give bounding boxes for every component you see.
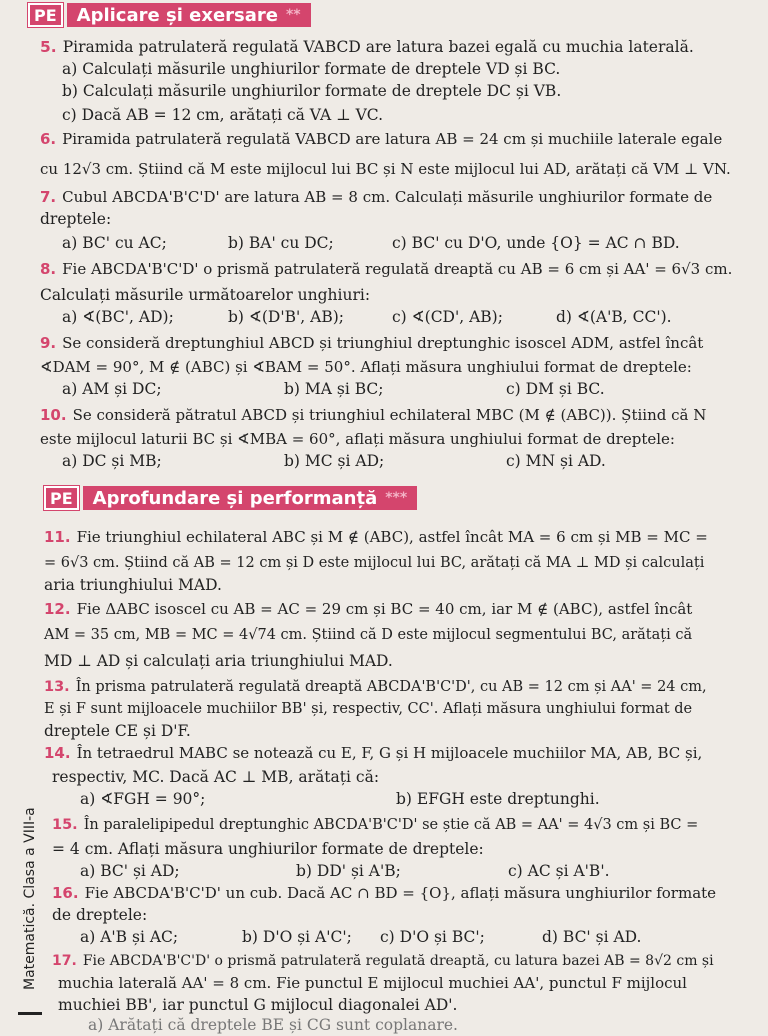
problem-text: În prisma patrulateră regulată dreaptă ABCDA'B'C'D', cu AB = 12 cm și AA' = 24 cm, xyxy=(75,679,707,695)
problem-10-cont: este mijlocul laturii BC și ∢MBA = 60°, aflați măsura unghiului format de dreptele: xyxy=(40,430,675,448)
option: c) DM și BC. xyxy=(506,380,605,398)
problem-13-cont: E și F sunt mijloacele muchiilor BB' și, respectiv, CC'. Aflați măsura unghiului format de xyxy=(44,701,693,717)
option: c) BC' cu D'O, unde {O} = AC ∩ BD. xyxy=(392,234,680,252)
problem-number: 17. xyxy=(52,953,77,969)
problem-number: 7. xyxy=(40,188,57,206)
option: c) D'O și BC'; xyxy=(380,928,485,946)
problem-12 xyxy=(44,598,758,620)
problem-10 xyxy=(40,404,758,426)
section-title xyxy=(67,3,311,27)
problem-5-c: c) Dacă AB = 12 cm, arătați că VA ⊥ VC. xyxy=(62,106,383,124)
option: a) DC și MB; xyxy=(62,452,162,470)
problem-17-cont2: muchiei BB', iar punctul G mijlocul diagonalei AD'. xyxy=(58,996,458,1014)
problem-text: În tetraedrul MABC se notează cu E, F, G și H mijloacele muchiilor MA, AB, BC și, xyxy=(76,744,703,762)
problem-11-cont2: aria triunghiului MAD. xyxy=(44,576,222,594)
option: d) BC' și AD. xyxy=(542,928,642,946)
problem-number: 16. xyxy=(52,884,79,902)
problem-number: 11. xyxy=(44,528,71,546)
option: a) BC' cu AC; xyxy=(62,234,167,252)
problem-17 xyxy=(52,950,758,972)
problem-13-cont2: dreptele CE și D'F. xyxy=(44,722,191,740)
option: a) ∢(BC', AD); xyxy=(62,308,174,326)
problem-7-cont: dreptele: xyxy=(40,210,112,228)
problem-number: 5. xyxy=(40,38,57,56)
problem-6 xyxy=(40,128,758,150)
option: c) AC și A'B'. xyxy=(508,862,610,880)
problem-12-cont: AM = 35 cm, MB = MC = 4√74 cm. Știind că D este mijlocul segmentului BC, arătați că xyxy=(44,627,693,643)
problem-16-options xyxy=(80,926,758,948)
problem-7 xyxy=(40,186,758,208)
problem-8-options xyxy=(62,306,758,328)
problem-11-cont: = 6√3 cm. Știind că AB = 12 cm și D este mijlocul lui BC, arătați că MA ⊥ MD și calculați xyxy=(44,555,705,571)
section-title-text: Aplicare și exersare xyxy=(76,4,278,26)
option: a) ∢FGH = 90°; xyxy=(80,790,206,808)
problem-9-cont: ∢DAM = 90°, M ∉ (ABC) și ∢BAM = 50°. Aflați măsura unghiului format de dreptele: xyxy=(40,358,692,376)
problem-number: 14. xyxy=(44,744,71,762)
problem-14-options xyxy=(80,788,758,810)
problem-17-a: a) Arătați că dreptele BE și CG sunt coplanare. xyxy=(88,1016,458,1034)
problem-number: 12. xyxy=(44,600,71,618)
pe-tag: PE xyxy=(44,486,79,510)
problem-number: 8. xyxy=(40,260,57,278)
problem-10-options xyxy=(62,450,758,472)
option: a) BC' și AD; xyxy=(80,862,180,880)
option: b) MA și BC; xyxy=(284,380,384,398)
problem-5-b: b) Calculați măsurile unghiurilor formate de dreptele DC și VB. xyxy=(62,82,562,100)
side-bar-divider xyxy=(18,1012,42,1015)
problem-text: Fie ABCDA'B'C'D' un cub. Dacă AC ∩ BD = {O}, aflați măsura unghiurilor formate xyxy=(84,884,717,902)
option: b) MC și AD; xyxy=(284,452,385,470)
difficulty-stars: ** xyxy=(285,7,301,23)
problem-14 xyxy=(44,742,758,764)
problem-6-cont: cu 12√3 cm. Știind că M este mijlocul lui BC și N este mijlocul lui AD, arătați că VM ⊥ VN. xyxy=(40,160,731,178)
problem-number: 13. xyxy=(44,679,70,695)
problem-text: Fie ABCDA'B'C'D' o prismă patrulateră regulată dreaptă cu AB = 6 cm și AA' = 6√3 cm. xyxy=(62,260,733,278)
option: b) EFGH este dreptunghi. xyxy=(396,790,600,808)
problem-15 xyxy=(52,814,758,836)
problem-text: Fie ΔABC isoscel cu AB = AC = 29 cm și BC = 40 cm, iar M ∉ (ABC), astfel încât xyxy=(76,600,693,618)
problem-7-options xyxy=(62,232,758,254)
option: a) AM și DC; xyxy=(62,380,162,398)
option: d) ∢(A'B, CC'). xyxy=(556,308,672,326)
problem-number: 6. xyxy=(40,130,57,148)
problem-14-cont: respectiv, MC. Dacă AC ⊥ MB, arătați că: xyxy=(52,768,380,786)
option: b) DD' și A'B; xyxy=(296,862,401,880)
problem-16 xyxy=(52,882,758,904)
problem-12-cont2: MD ⊥ AD și calculați aria triunghiului MAD. xyxy=(44,652,393,670)
problem-15-cont: = 4 cm. Aflați măsura unghiurilor formate de dreptele: xyxy=(52,840,484,858)
option: b) ∢(D'B', AB); xyxy=(228,308,344,326)
option: c) ∢(CD', AB); xyxy=(392,308,503,326)
problem-text: În paralelipipedul dreptunghic ABCDA'B'C'D' se știe că AB = AA' = 4√3 cm și BC = xyxy=(83,817,699,833)
problem-text: Cubul ABCDA'B'C'D' are latura AB = 8 cm. Calculați măsurile unghiurilor formate de xyxy=(62,188,713,206)
problem-number: 9. xyxy=(40,334,57,352)
problem-9 xyxy=(40,332,758,354)
problem-8-cont: Calculați măsurile următoarelor unghiuri: xyxy=(40,286,371,304)
problem-8 xyxy=(40,258,758,280)
problem-16-cont: de dreptele: xyxy=(52,906,148,924)
section-header-aprofundare xyxy=(44,486,417,510)
problem-11 xyxy=(44,526,758,548)
problem-5-a: a) Calculați măsurile unghiurilor formate de dreptele VD și BC. xyxy=(62,60,561,78)
problem-9-options xyxy=(62,378,758,400)
problem-15-options xyxy=(80,860,758,882)
option: b) D'O și A'C'; xyxy=(242,928,352,946)
option: b) BA' cu DC; xyxy=(228,234,334,252)
problem-17-cont: muchia laterală AA' = 8 cm. Fie punctul E mijlocul muchiei AA', punctul F mijlocul xyxy=(58,974,687,992)
section-title-text: Aprofundare și performanță xyxy=(92,487,378,509)
option: a) A'B și AC; xyxy=(80,928,179,946)
problem-text: Piramida patrulateră regulată VABCD are latura bazei egală cu muchia laterală. xyxy=(62,38,694,56)
side-label-text: Matematică. Clasa a VIII-a xyxy=(22,807,38,990)
option: c) MN și AD. xyxy=(506,452,606,470)
problem-number: 10. xyxy=(40,406,67,424)
problem-text: Fie triunghiul echilateral ABC și M ∉ (ABC), astfel încât MA = 6 cm și MB = MC = xyxy=(76,528,708,546)
problem-text: Se consideră pătratul ABCD și triunghiul echilateral MBC (M ∉ (ABC)). Știind că N xyxy=(72,406,707,424)
problem-13 xyxy=(44,676,758,698)
side-label xyxy=(22,780,44,1000)
pe-tag: PE xyxy=(28,3,63,27)
section-header-aplicare xyxy=(28,3,311,27)
difficulty-stars: *** xyxy=(385,490,408,506)
problem-5 xyxy=(40,36,758,58)
section-title xyxy=(83,486,418,510)
problem-text: Fie ABCDA'B'C'D' o prismă patrulateră regulată dreaptă, cu latura bazei AB = 8√2 cm și xyxy=(82,953,714,969)
problem-text: Piramida patrulateră regulată VABCD are latura AB = 24 cm și muchiile laterale egale xyxy=(62,130,723,148)
problem-text: Se consideră dreptunghiul ABCD și triunghiul dreptunghic isoscel ADM, astfel încât xyxy=(62,334,704,352)
problem-number: 15. xyxy=(52,817,78,833)
